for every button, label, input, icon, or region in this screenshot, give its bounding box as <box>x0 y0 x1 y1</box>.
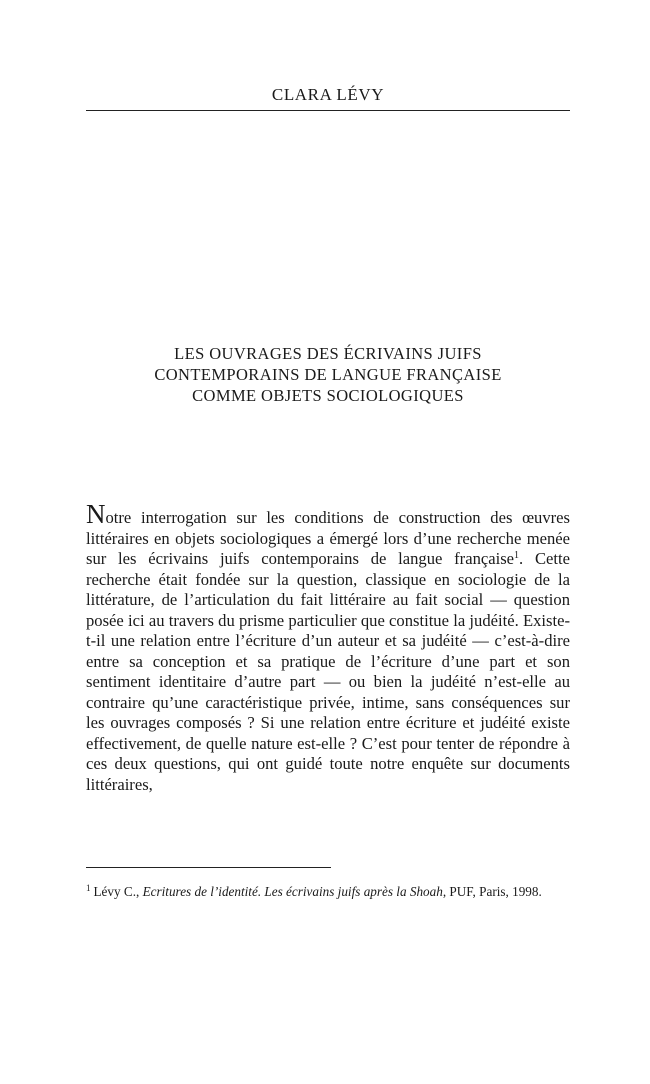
header-rule <box>86 110 570 111</box>
footnote-publisher: , PUF, Paris, 1998. <box>442 884 542 899</box>
footnote <box>86 883 570 901</box>
article-title <box>86 343 570 406</box>
footnote-rule <box>86 867 331 868</box>
body-paragraph <box>86 499 570 795</box>
drop-cap: N <box>86 499 106 529</box>
title-line-1: LES OUVRAGES DES ÉCRIVAINS JUIFS <box>174 344 482 363</box>
title-line-2: CONTEMPORAINS DE LANGUE FRANÇAISE <box>154 365 502 384</box>
title-line-3: COMME OBJETS SOCIOLOGIQUES <box>192 386 464 405</box>
footnote-author: Lévy C., <box>93 884 143 899</box>
footnote-mark: 1 <box>86 883 91 893</box>
body-text-part-2: . Cette recherche était fondée sur la question, classique en sociologie de la littérature, de l’articulation du fait littéraire au fait social — question posée ici au travers du prisme particulier que constitue la judéité. Existe-t-il une relation entre l’écriture d’un auteur et sa judéité — c’est-à-dire entre sa conception et sa pratique de l’écriture d’une part et son sentiment identitaire d’autre part — ou bien la judéité n’est-elle au contraire qu’une caractéristique privée, intime, sans conséquences sur les ouvrages composés ? Si une relation entre écriture et judéité existe effectivement, de quelle nature est-elle ? C’est pour tenter de répondre à ces deux questions, qui ont guidé toute notre enquête sur documents littéraires, <box>86 549 570 794</box>
footnote-book-title: Ecritures de l’identité. Les écrivains juifs après la Shoah <box>142 884 443 899</box>
footnote-reference[interactable]: 1 <box>514 550 520 561</box>
body-text-part-1: otre interrogation sur les conditions de construction des œuvres littéraires en objets sociologiques a émergé lors d’une recherche menée sur les écrivains juifs contemporains de langue française <box>86 508 570 568</box>
running-head: CLARA LÉVY <box>271 85 385 104</box>
